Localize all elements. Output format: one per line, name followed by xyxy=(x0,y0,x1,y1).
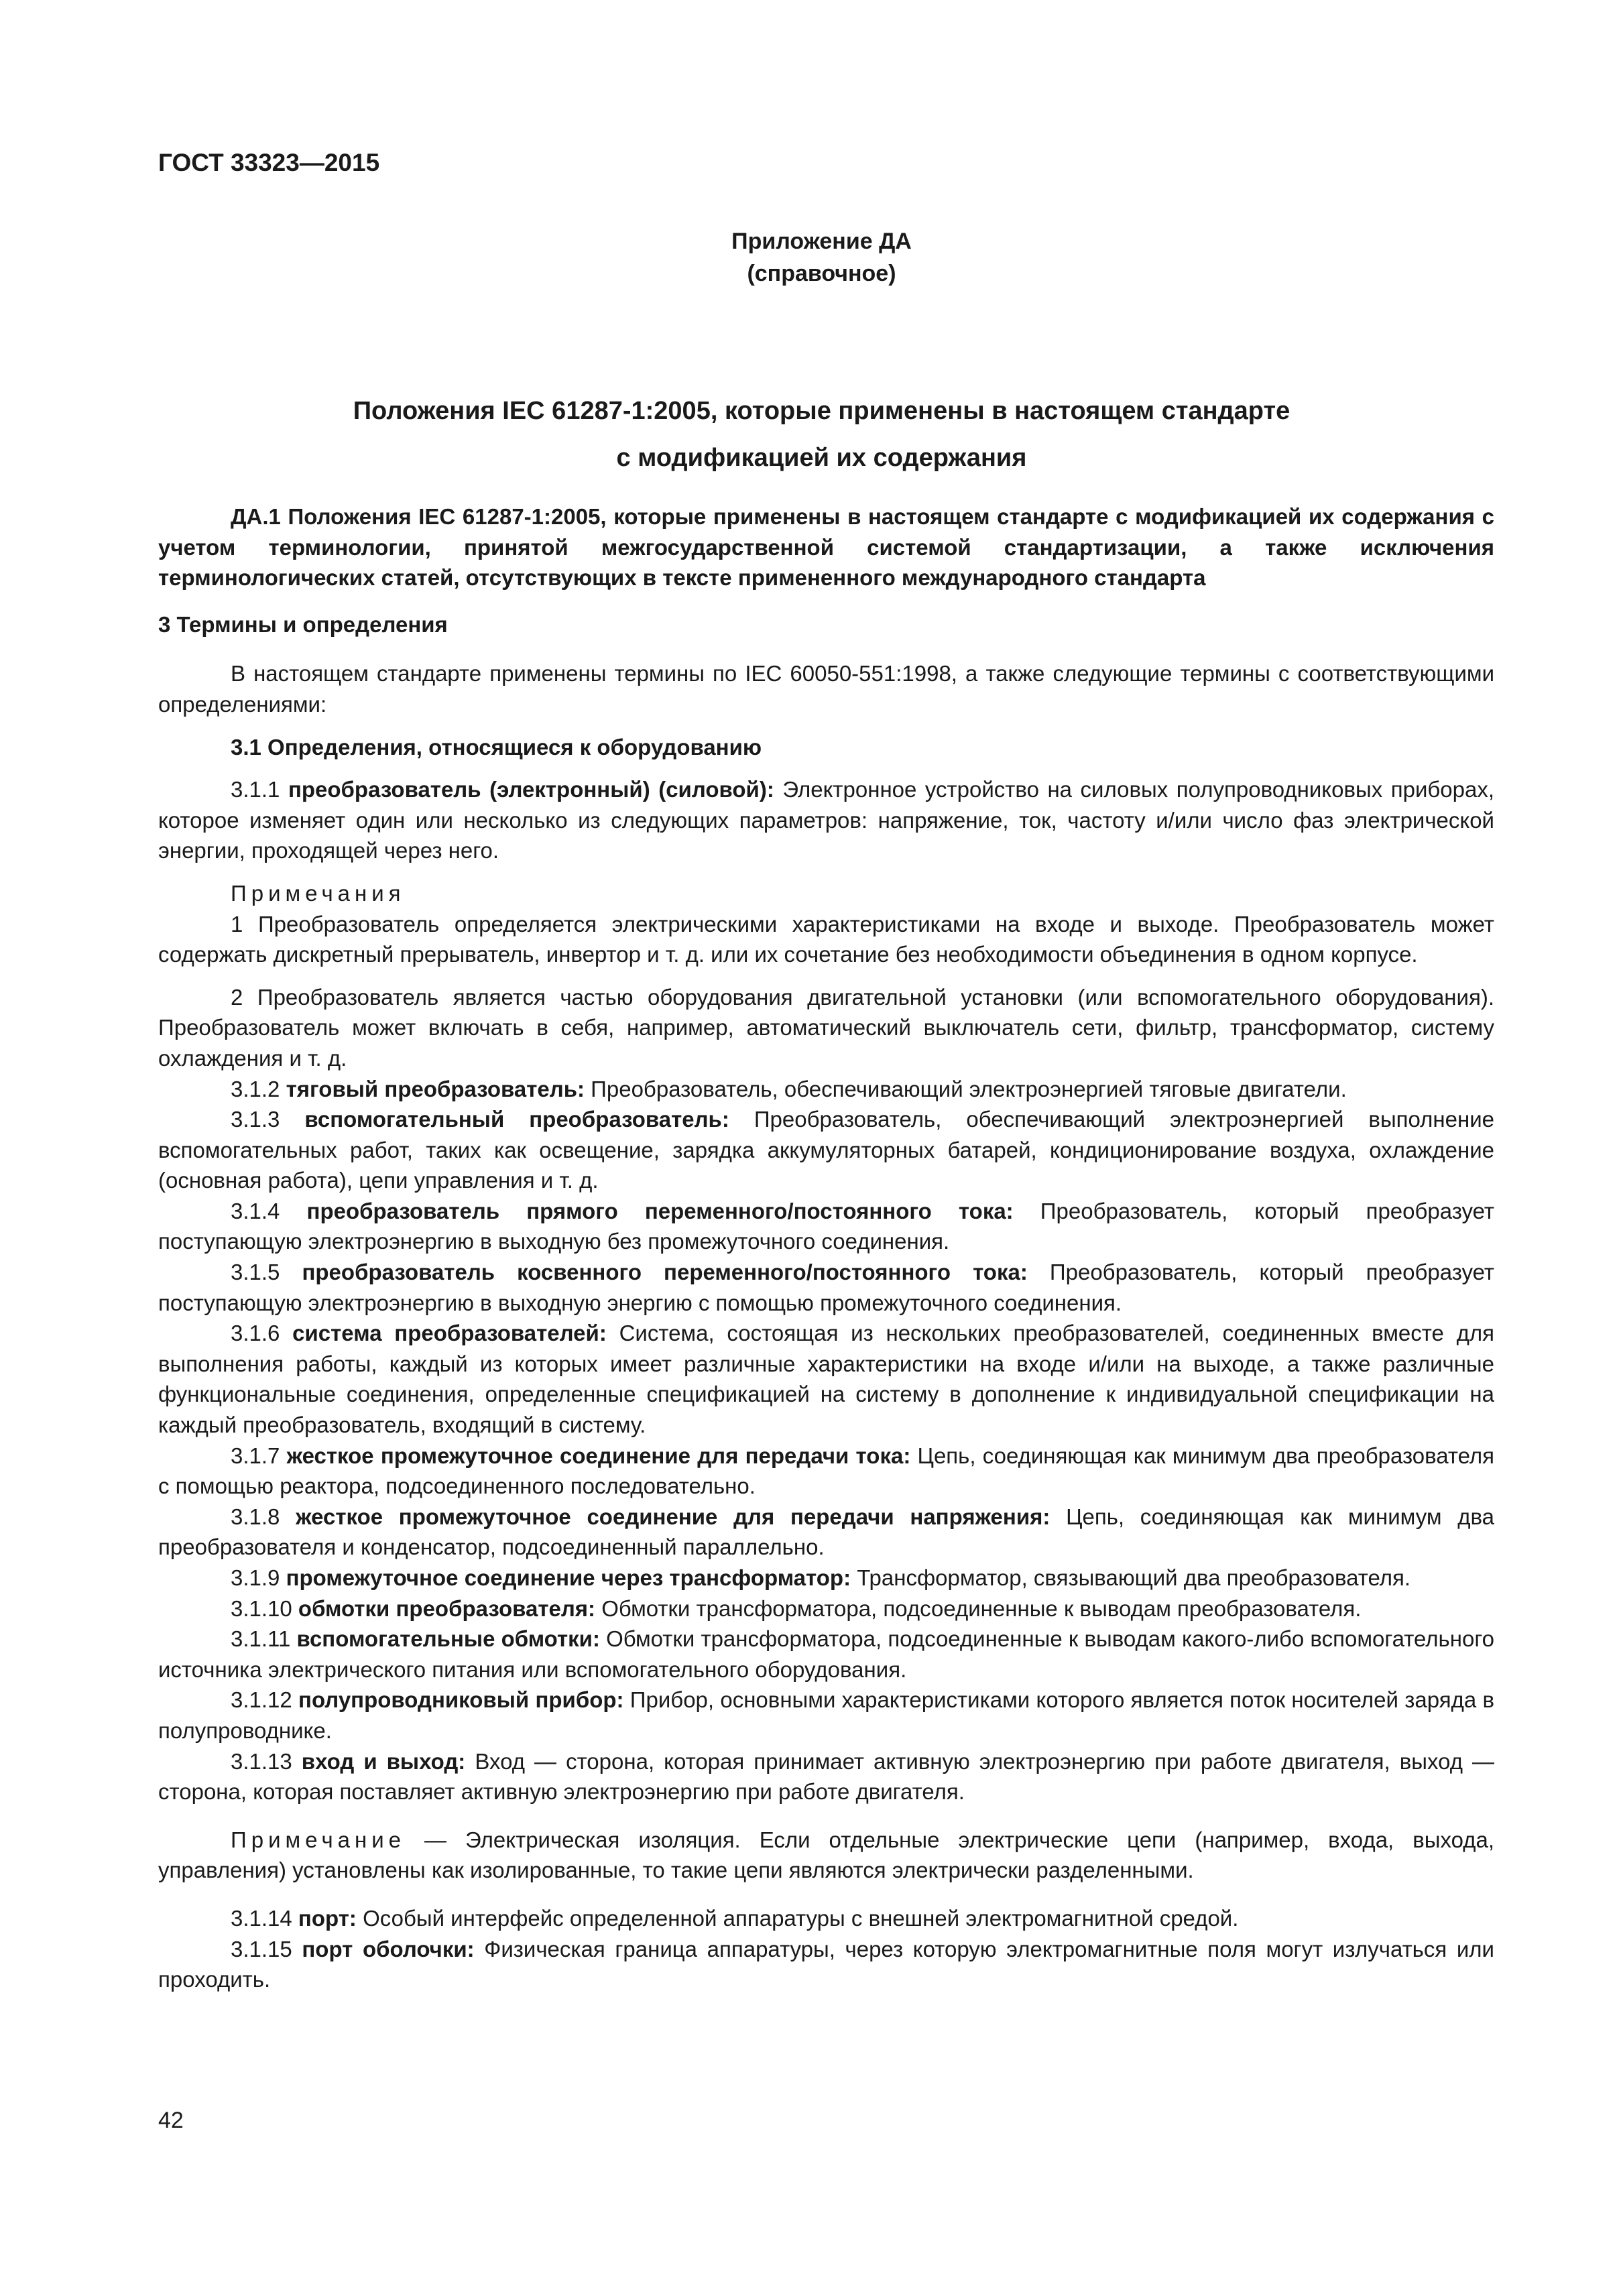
term-entry xyxy=(158,774,1494,866)
document-code: ГОСТ 33323—2015 xyxy=(158,149,380,176)
term-entry xyxy=(158,1104,1494,1196)
appendix-label: Приложение ДА xyxy=(731,229,912,254)
term-name: преобразователь (электронный) (силовой): xyxy=(288,777,774,802)
term-number: 3.1.14 xyxy=(231,1905,292,1931)
term-definition: Цепь, соединяющая как минимум два преобразователя и конденсатор, подсоединенный параллельно. xyxy=(158,1504,1494,1560)
term-name: порт оболочки: xyxy=(302,1936,475,1961)
term-entry xyxy=(158,1074,1494,1105)
term-name: преобразователь косвенного переменного/постоянного тока: xyxy=(302,1260,1028,1285)
term-entry xyxy=(158,1257,1494,1318)
note-2: 2 Преобразователь является частью оборудования двигательной установки (или вспомогательного оборудования). Преобразователь может включать в себя, например, автоматический выключатель сети, фильтр, трансформатор, систему охлаждения и т. д. xyxy=(158,984,1494,1071)
term-definition: Прибор, основными характеристиками которого является поток носителей заряда в полупроводнике. xyxy=(158,1687,1494,1743)
appendix-heading xyxy=(0,225,1623,290)
term-definition: Обмотки трансформатора, подсоединенные к выводам какого-либо вспомогательного источника электрического питания или вспомогательного оборудования. xyxy=(158,1626,1494,1682)
term-definition: Цепь, соединяющая как минимум два преобразователя с помощью реактора, подсоединенного последовательно. xyxy=(158,1443,1495,1499)
page-number: 42 xyxy=(158,2108,184,2133)
term-name: промежуточное соединение через трансформатор: xyxy=(286,1565,851,1590)
term-name: вход и выход: xyxy=(301,1748,466,1774)
term-number: 3.1.1 xyxy=(231,777,280,802)
term-definition: Обмотки трансформатора, подсоединенные к выводам преобразователя. xyxy=(601,1595,1362,1621)
term-entry xyxy=(158,1196,1494,1257)
term-number: 3.1.4 xyxy=(231,1198,280,1223)
term-entry xyxy=(158,1624,1494,1685)
term-entry xyxy=(158,1903,1494,1934)
term-entry xyxy=(158,1746,1494,1807)
term-entry xyxy=(158,1502,1494,1563)
term-definition: Особый интерфейс определенной аппаратуры с внешней электромагнитной средой. xyxy=(363,1905,1239,1931)
subsection-title: 3.1 Определения, относящиеся к оборудованию xyxy=(231,734,762,760)
term-name: вспомогательный преобразователь: xyxy=(304,1107,729,1132)
term-definition: Преобразователь, обеспечивающий электроэнергией выполнение вспомогательных работ, таких как освещение, зарядка аккумуляторных батарей, кондиционирование воздуха, охлаждение (основная работа), цепи управления и т. д. xyxy=(158,1107,1495,1193)
appendix-type: (справочное) xyxy=(747,261,896,286)
document-body xyxy=(158,501,1494,1995)
term-number: 3.1.5 xyxy=(231,1260,280,1285)
term-definition: Физическая граница аппаратуры, через которую электромагнитные поля могут излучаться или проходить. xyxy=(158,1936,1494,1992)
term-definition: Электронное устройство на силовых полупроводниковых приборах, которое изменяет один или несколько из следующих параметров: напряжение, ток, частоту и/или число фаз электрической энергии, проходящей через него. xyxy=(158,777,1495,863)
term-entry xyxy=(158,1441,1494,1502)
section-intro: В настоящем стандарте применены термины по IEC 60050-551:1998, а также следующие термины с соответствующими определениями: xyxy=(158,661,1494,717)
term-number: 3.1.10 xyxy=(231,1595,292,1621)
term-definition: Преобразователь, обеспечивающий электроэнергией тяговые двигатели. xyxy=(591,1076,1347,1101)
term-entry xyxy=(158,1593,1494,1624)
term-number: 3.1.11 xyxy=(231,1626,291,1652)
term-number: 3.1.13 xyxy=(231,1748,292,1774)
term-number: 3.1.15 xyxy=(231,1936,292,1961)
note-paragraph xyxy=(158,1825,1494,1886)
section-title: 3 Термины и определения xyxy=(158,611,448,637)
term-entry xyxy=(158,1563,1494,1593)
term-number: 3.1.7 xyxy=(231,1443,280,1468)
term-name: жесткое промежуточное соединение для передачи тока: xyxy=(286,1443,911,1468)
term-definition: Трансформатор, связывающий два преобразователя. xyxy=(857,1565,1411,1590)
title-line-2: с модификацией их содержания xyxy=(616,444,1027,472)
term-name: порт: xyxy=(298,1905,357,1931)
term-definition: Вход — сторона, которая принимает активную электроэнергию при работе двигателя, выход — сторона, которая поставляет активную электроэнергию при работе двигателя. xyxy=(158,1748,1495,1805)
term-name: обмотки преобразователя: xyxy=(298,1595,596,1621)
term-definition: Преобразователь, который преобразует поступающую электроэнергию в выходную энергию с помощью промежуточного соединения. xyxy=(158,1260,1494,1315)
term-name: преобразователь прямого переменного/постоянного тока: xyxy=(306,1198,1014,1223)
term-entry xyxy=(158,1934,1494,1995)
term-name: тяговый преобразователь: xyxy=(286,1076,585,1101)
appendix-title xyxy=(0,387,1623,481)
term-definition: Система, состоящая из нескольких преобразователей, соединенных вместе для выполнения работы, каждый из которых имеет различные характеристики на входе и/или на выходе, а также различные функциональные соединения, определенные спецификацией на систему в дополнение к индивидуальной спецификации на каждый преобразователь, входящий в систему. xyxy=(158,1321,1495,1438)
term-number: 3.1.2 xyxy=(231,1076,280,1101)
term-number: 3.1.12 xyxy=(231,1687,292,1713)
title-line-1: Положения IEC 61287-1:2005, которые применены в настоящем стандарте xyxy=(353,397,1290,425)
notes-heading: Примечания xyxy=(231,880,406,906)
note-1: 1 Преобразователь определяется электрическими характеристиками на входе и выходе. Преобразователь может содержать дискретный прерыватель, инвертор и т. д. или их сочетание без необходимости объединения в одном корпусе. xyxy=(158,911,1494,967)
term-entry xyxy=(158,1318,1494,1440)
term-name: система преобразователей: xyxy=(292,1321,607,1346)
intro-paragraph: ДА.1 Положения IEC 61287-1:2005, которые применены в настоящем стандарте с модификацией их содержания с учетом терминологии, принятой межгосударственной системой стандартизации, а также исключения терминологических статей, отсутствующих в тексте примененного международного стандарта xyxy=(158,504,1494,591)
note-text: — Электрическая изоляция. Если отдельные электрические цепи (например, входа, выхода, управления) установлены как изолированные, то такие цепи являются электрически разделенными. xyxy=(158,1827,1495,1883)
term-number: 3.1.8 xyxy=(231,1504,280,1529)
term-name: вспомогательные обмотки: xyxy=(296,1626,600,1652)
note-label: Примечание xyxy=(231,1827,406,1852)
term-number: 3.1.6 xyxy=(231,1321,280,1346)
term-entry xyxy=(158,1685,1494,1746)
term-name: полупроводниковый прибор: xyxy=(298,1687,624,1713)
term-name: жесткое промежуточное соединение для передачи напряжения: xyxy=(296,1504,1050,1529)
term-number: 3.1.3 xyxy=(231,1107,280,1132)
term-definition: Преобразователь, который преобразует поступающую электроэнергию в выходную без промежуточного соединения. xyxy=(158,1198,1495,1254)
term-number: 3.1.9 xyxy=(231,1565,280,1590)
